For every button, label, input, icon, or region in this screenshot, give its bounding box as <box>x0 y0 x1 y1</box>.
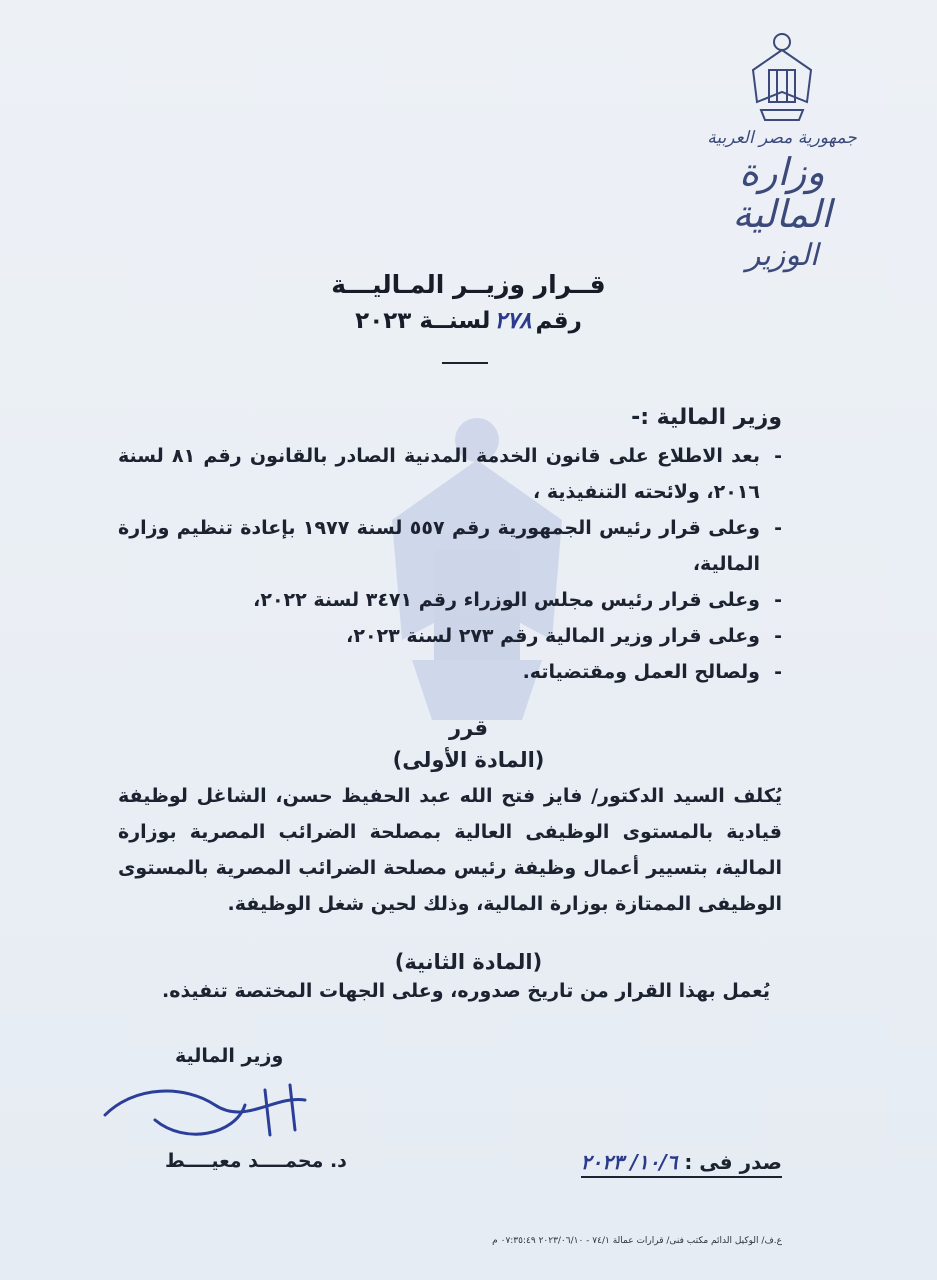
preamble-clause <box>118 510 782 582</box>
egypt-eagle-emblem-icon <box>747 30 817 126</box>
handwritten-signature <box>95 1075 335 1155</box>
clause-text: بعد الاطلاع على قانون الخدمة المدنية الصادر بالقانون رقم ٨١ لسنة ٢٠١٦، ولائحته التنفيذية ، <box>118 445 760 503</box>
clause-dash: - <box>774 661 782 683</box>
preamble-clause <box>118 438 782 510</box>
clause-dash: - <box>774 445 782 467</box>
ministry-name: وزارة المالية <box>732 150 832 236</box>
article-1-text: يُكلف السيد الدكتور/ فايز فتح الله عبد الحفيظ حسن، الشاغل لوظيفة قيادية بالمستوى الوظيفى العالية بمصلحة الضرائب المصرية بوزارة المالية، بتسيير أعمال وظيفة رئيس مصلحة الضرائب المصرية بالمستوى الوظيفى الممتازة بوزارة المالية، وذلك لحين شغل الوظيفة. <box>118 785 782 915</box>
signatory-name: د. محمــــد معيــــط <box>165 1150 347 1172</box>
title-divider <box>442 362 488 364</box>
minister-title: الوزير <box>745 237 819 273</box>
footer-reference: ع.ف/ الوكيل الدائم مكتب فنى/ قرارات عمالة ٧٤/١ - ٢٠٢٣/٠٦/١٠ ٠٧:٣٥:٤٩ م <box>492 1236 782 1246</box>
minister-label: وزير المالية :- <box>631 405 782 430</box>
article-2-title: (المادة الثانية) <box>394 950 543 974</box>
decree-number <box>0 308 937 334</box>
issue-date-label: صدر فى : <box>684 1150 782 1174</box>
decree-title: قــرار وزيــر المـاليـــة <box>331 270 606 299</box>
preamble-clause <box>118 654 782 690</box>
clause-text: ولصالح العمل ومقتضياته. <box>522 661 760 683</box>
preamble-clause <box>118 582 782 618</box>
preamble-clause <box>118 618 782 654</box>
decree-number-handwritten: ٢٧٨ <box>494 308 532 334</box>
signatory-role: وزير المالية <box>175 1045 284 1067</box>
decree-number-suffix: لسنــة ٢٠٢٣ <box>355 308 491 334</box>
article-1-title: (المادة الأولى) <box>392 748 545 772</box>
decided-heading: قرر <box>449 716 488 740</box>
article-2-text: يُعمل بهذا القرار من تاريخ صدوره، وعلى الجهات المختصة تنفيذه. <box>162 980 770 1002</box>
letterhead <box>687 30 877 273</box>
clause-text: وعلى قرار رئيس مجلس الوزراء رقم ٣٤٧١ لسنة ٢٠٢٢، <box>253 589 760 611</box>
preamble <box>118 400 782 690</box>
clause-text: وعلى قرار وزير المالية رقم ٢٧٣ لسنة ٢٠٢٣، <box>346 625 760 647</box>
republic-name: جمهورية مصر العربية <box>707 128 857 148</box>
issue-date-value: ١٠/٦/ ٢٠٢٣ <box>580 1150 678 1174</box>
clause-dash: - <box>774 625 782 647</box>
clause-dash: - <box>774 517 782 539</box>
issue-date <box>581 1150 782 1178</box>
clause-text: وعلى قرار رئيس الجمهورية رقم ٥٥٧ لسنة ١٩٧٧ بإعادة تنظيم وزارة المالية، <box>118 517 760 575</box>
decree-number-prefix: رقم <box>535 308 582 334</box>
clause-dash: - <box>774 589 782 611</box>
